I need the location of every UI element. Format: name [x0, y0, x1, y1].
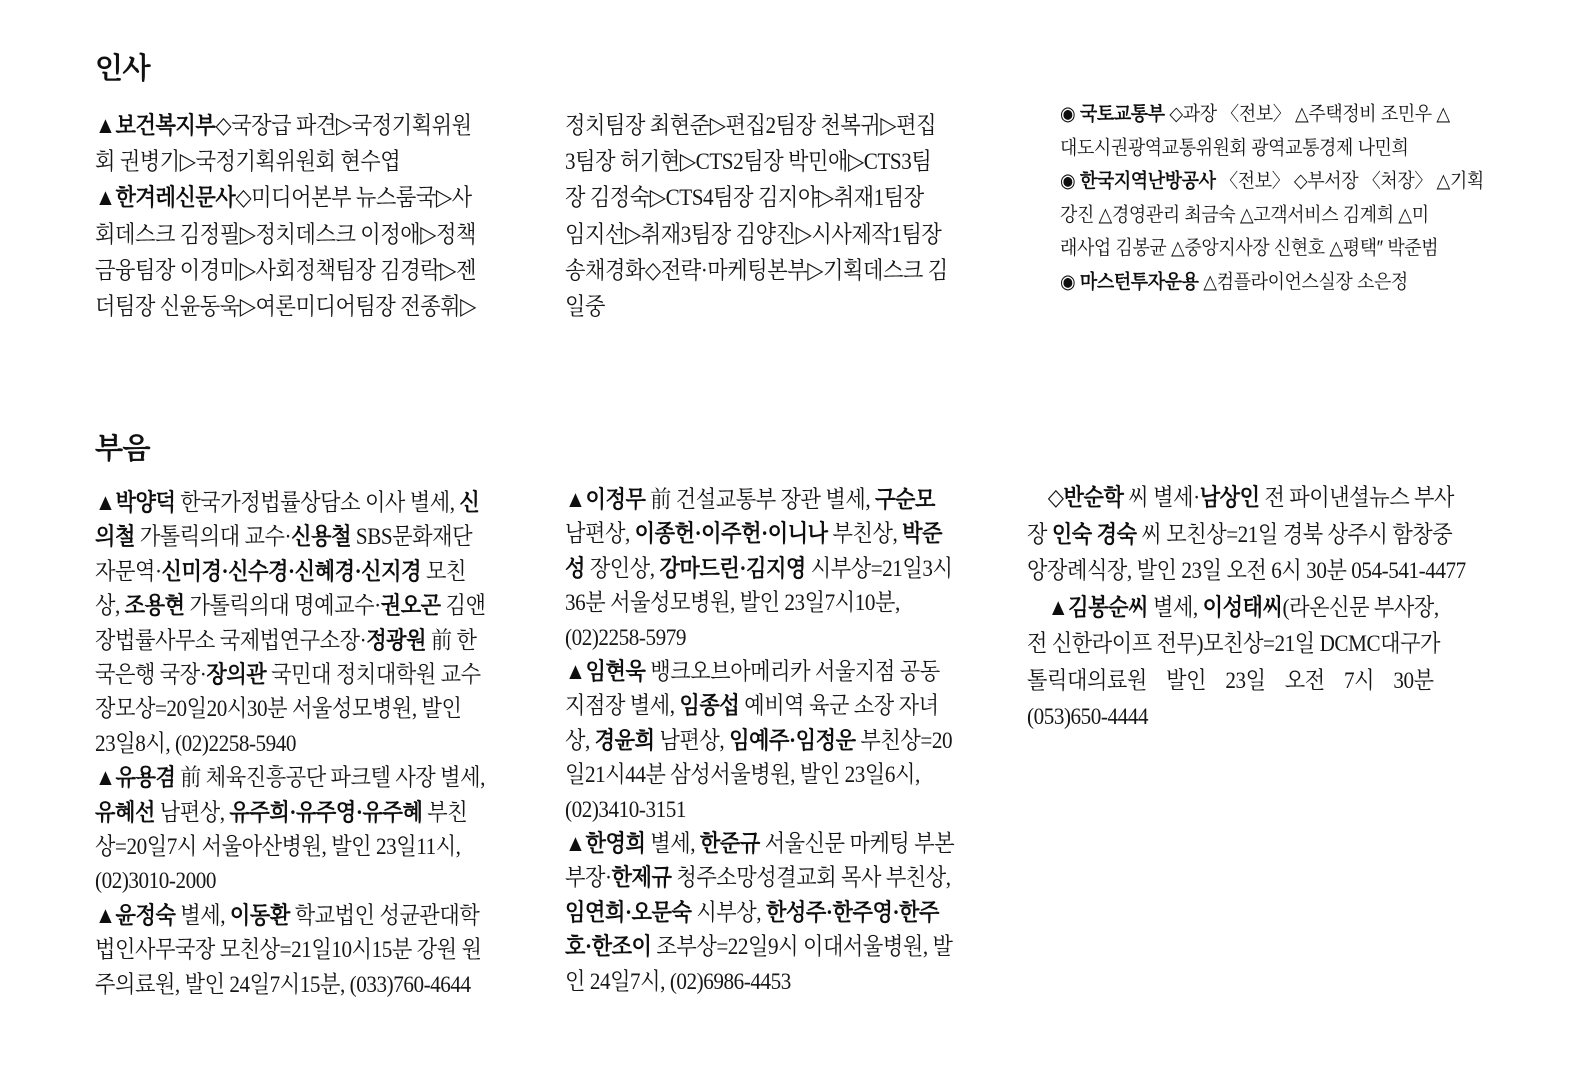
bold-name-text: 경윤희	[594, 727, 655, 754]
body-text: 장	[1027, 521, 1052, 548]
bold-name-text: ◉ 국토교통부	[1060, 103, 1165, 125]
body-text: 남편상,	[154, 799, 230, 826]
body-text: 회 권병기▷국정기획위원회 현수엽	[95, 149, 401, 176]
bold-name-text: 정광원	[366, 627, 427, 654]
body-text: 남편상,	[565, 521, 635, 548]
body-text: 회데스크 김정필▷정치데스크 이정애▷정책	[95, 221, 476, 248]
bold-name-text: 성	[565, 555, 585, 582]
personnel-column-1	[95, 108, 476, 325]
text-line	[565, 827, 954, 861]
bold-name-text: 이종헌·이주헌·이니나	[634, 521, 828, 548]
body-text: ◇미디어본부 뉴스룸국▷사	[235, 185, 472, 212]
text-line	[95, 864, 485, 898]
bold-name-text: 권오곤	[380, 593, 441, 620]
body-text: 서울신문 마케팅 부본	[759, 831, 955, 858]
text-line	[565, 253, 948, 289]
text-line	[1060, 132, 1484, 166]
text-line	[1060, 266, 1484, 300]
body-text: 前 체육진흥공단 파크텔 사장 별세,	[175, 765, 485, 792]
text-line	[1060, 165, 1484, 199]
body-text: 대도시권광역교통위원회 광역교통경제 나민희	[1060, 136, 1409, 159]
body-text: 송채경화◇전략·마케팅본부▷기획데스크 김	[565, 257, 948, 284]
body-text: 상,	[565, 727, 595, 754]
body-text: 김앤	[440, 593, 486, 620]
bold-name-text: 남상인	[1199, 485, 1260, 511]
body-text: 한국가정법률상담소 이사 별세,	[175, 490, 460, 516]
body-text: ◇과장 〈전보〉 △주택정비 조민우 △	[1164, 103, 1450, 125]
text-line	[1060, 232, 1484, 266]
text-line	[565, 289, 948, 325]
text-line	[1027, 590, 1466, 627]
body-text: 가톨릭의대 명예교수·	[184, 593, 381, 620]
text-line	[565, 930, 954, 964]
body-text: ◇	[1047, 485, 1064, 511]
bold-name-text: 강마드린·김지영	[659, 555, 806, 582]
body-text: 남편상,	[654, 727, 730, 754]
bold-name-text: ▲보건복지부	[95, 113, 216, 139]
bold-name-text: ◉ 한국지역난방공사	[1060, 170, 1216, 193]
bold-name-text: ▲유용겸	[95, 765, 176, 792]
text-line	[95, 289, 476, 325]
body-text: 장 김정숙▷CTS4팀장 김지야▷취재1팀장	[565, 185, 924, 212]
text-line	[95, 520, 485, 554]
text-line	[95, 933, 485, 967]
bold-name-text: ▲한영희	[565, 831, 646, 858]
text-line	[565, 517, 954, 551]
body-text: 36분 서울성모병원, 발인 23일7시10분,	[565, 590, 900, 617]
body-text: 인 24일7시, (02)6986-4453	[565, 968, 791, 995]
body-text: 국은행 국장·	[95, 662, 207, 689]
body-text: 앙장례식장, 발인 23일 오전 6시 30분 054-541-4477	[1027, 558, 1466, 584]
obituary-column-3	[1027, 480, 1466, 736]
text-line	[565, 483, 954, 517]
body-text: 3팀장 허기현▷CTS2팀장 박민애▷CTS3팀	[565, 149, 932, 176]
body-text: 일중	[565, 294, 605, 321]
text-line	[95, 830, 485, 864]
body-text: 시부상,	[691, 899, 766, 926]
body-text: 래사업 김봉균 △중앙지사장 신현호 △평택″ 박준범	[1060, 237, 1439, 260]
text-line	[95, 692, 485, 726]
text-line	[565, 793, 954, 827]
bold-name-text: 한성주·한주영·한주	[765, 899, 940, 926]
text-line	[565, 621, 954, 655]
personnel-column-2	[565, 108, 948, 325]
body-text: (02)3410-3151	[565, 796, 687, 823]
text-line	[1027, 480, 1466, 517]
body-text: 별세,	[645, 831, 700, 858]
bold-name-text: 임종섭	[679, 693, 740, 720]
bold-name-text: ▲박양덕	[95, 490, 176, 516]
text-line	[95, 727, 485, 761]
text-line	[95, 555, 485, 589]
text-line	[95, 796, 485, 830]
bold-name-text: 유혜선	[95, 799, 155, 826]
body-text: 금융팀장 이경미▷사회정책팀장 김경락▷젠	[95, 257, 476, 284]
body-text: (02)3010-2000	[95, 868, 217, 895]
bold-name-text: ◉ 마스턴투자운용	[1060, 270, 1199, 293]
body-text: 상=20일7시 서울아산병원, 발인 23일11시,	[95, 834, 461, 861]
text-line	[1027, 553, 1466, 590]
bold-name-text: 반순학	[1063, 485, 1124, 511]
body-text: 모친	[421, 558, 466, 585]
bold-name-text: 구순모	[874, 487, 935, 513]
text-line	[95, 899, 485, 933]
body-text: 임지선▷취재3팀장 김양진▷시사제작1팀장	[565, 221, 942, 248]
text-line	[95, 253, 476, 289]
text-line	[1027, 517, 1466, 554]
body-text: 씨 모친상=21일 경북 상주시 함창중	[1136, 521, 1453, 548]
text-line	[95, 108, 476, 144]
bold-name-text: 한제규	[611, 865, 672, 892]
body-text: 일21시44분 삼성서울병원, 발인 23일6시,	[565, 762, 920, 789]
text-line	[565, 108, 948, 144]
section-heading-obituaries: 부음	[95, 433, 151, 465]
section-heading-personnel: 인사	[95, 53, 151, 85]
body-text: ◇국장급 파견▷국정기획위원	[215, 113, 472, 139]
text-line	[565, 896, 954, 930]
bold-name-text: ▲한겨레신문사	[95, 185, 236, 212]
body-text: (053)650-4444	[1027, 704, 1149, 730]
body-text: 청주소망성결교회 목사 부친상,	[671, 865, 951, 892]
text-line	[95, 486, 485, 520]
obituary-column-1	[95, 486, 485, 1002]
body-text: 더팀장 신윤동욱▷여론미디어팀장 전종휘▷	[95, 294, 476, 321]
text-line	[565, 586, 954, 620]
bold-name-text: 박준	[902, 521, 943, 548]
body-text: 자문역·	[95, 558, 162, 585]
body-text: △컴플라이언스실장 소은정	[1198, 270, 1408, 293]
text-line	[565, 861, 954, 895]
body-text: SBS문화재단	[351, 524, 473, 551]
body-text: 시부상=21일3시	[805, 555, 953, 582]
body-text: 전 파이낸셜뉴스 부사	[1259, 485, 1454, 511]
body-text: 前 건설교통부 장관 별세,	[645, 487, 875, 513]
body-text: 톨릭대의료원 발인 23일 오전 7시 30분	[1027, 667, 1434, 694]
body-text: 조부상=22일9시 이대서울병원, 발	[651, 934, 953, 961]
body-text: 정치팀장 최현준▷편집2팀장 천복귀▷편집	[565, 113, 937, 139]
text-line	[95, 217, 476, 253]
body-text: 별세,	[1148, 594, 1203, 621]
bold-name-text: 임연희·오문숙	[565, 899, 692, 926]
text-line	[565, 217, 948, 253]
text-line	[95, 761, 485, 795]
text-line	[95, 968, 485, 1002]
bold-name-text: 인숙 경숙	[1051, 521, 1137, 548]
text-line	[95, 589, 485, 623]
bold-name-text: 이성태씨	[1202, 594, 1283, 621]
text-line	[95, 658, 485, 692]
bold-name-text: ▲임현욱	[565, 659, 646, 686]
body-text: 학교법인 성균관대학	[289, 902, 480, 929]
bold-name-text: 신	[459, 490, 480, 516]
text-line	[565, 689, 954, 723]
obituary-column-2	[565, 483, 954, 999]
text-line	[1027, 626, 1466, 663]
bold-name-text: 의철	[95, 524, 135, 551]
bold-name-text: ▲김봉순씨	[1047, 594, 1149, 621]
body-text: 상,	[95, 593, 125, 620]
text-line	[1060, 199, 1484, 233]
body-text: 부친상=20	[855, 727, 953, 754]
body-text: 주의료원, 발인 24일7시15분, (033)760-4644	[95, 971, 471, 998]
text-line	[565, 144, 948, 180]
bold-name-text: 호·한조이	[565, 934, 652, 961]
text-line	[565, 180, 948, 216]
body-text: 부친	[422, 799, 468, 826]
bold-name-text: 한준규	[699, 831, 760, 858]
bold-name-text: 장의관	[206, 662, 267, 689]
bold-name-text: ▲이정무	[565, 487, 646, 513]
personnel-column-3	[1060, 98, 1484, 300]
body-text: 강진 △경영관리 최금숙 △고객서비스 김계희 △미	[1060, 203, 1429, 226]
text-line	[1027, 663, 1466, 700]
bold-name-text: 임예주·임정운	[729, 727, 856, 754]
body-text: 부장·	[565, 865, 612, 892]
body-text: 장인상,	[584, 555, 660, 582]
body-text: 〈전보〉 ◇부서장 〈처장〉 △기획	[1215, 170, 1484, 193]
text-line	[95, 624, 485, 658]
bold-name-text: 유주희·유주영·유주혜	[229, 799, 423, 826]
body-text: 예비역 육군 소장 자녀	[739, 693, 939, 720]
body-text: 가톨릭의대 교수·	[134, 524, 292, 551]
text-line	[1060, 98, 1484, 132]
body-text: 장모상=20일20시30분 서울성모병원, 발인	[95, 696, 462, 723]
bold-name-text: 신미경·신수경·신혜경·신지경	[161, 558, 422, 585]
body-text: 前 한	[426, 627, 477, 654]
body-text: 전 신한라이프 전무)모친상=21일 DCMC대구가	[1027, 631, 1441, 657]
text-line	[565, 655, 954, 689]
body-text: (02)2258-5979	[565, 624, 687, 651]
body-text: 장법률사무소 국제법연구소장·	[95, 627, 367, 654]
text-line	[565, 724, 954, 758]
body-text: 지점장 별세,	[565, 693, 680, 720]
body-text: 뱅크오브아메리카 서울지점 공동	[645, 659, 940, 686]
body-text: 국민대 정치대학원 교수	[266, 662, 481, 689]
text-line	[95, 180, 476, 216]
bold-name-text: ▲윤정숙	[95, 902, 176, 929]
text-line	[565, 758, 954, 792]
text-line	[565, 965, 954, 999]
bold-name-text: 조용현	[124, 593, 185, 620]
text-line	[1027, 699, 1466, 736]
text-line	[565, 552, 954, 586]
body-text: (라온신문 부사장,	[1282, 594, 1439, 621]
bold-name-text: 이동환	[229, 902, 290, 929]
body-text: 부친상,	[827, 521, 903, 548]
body-text: 별세,	[175, 902, 230, 929]
text-line	[95, 144, 476, 180]
body-text: 23일8시, (02)2258-5940	[95, 730, 297, 757]
body-text: 씨 별세·	[1123, 485, 1200, 511]
bold-name-text: 신용철	[291, 524, 352, 551]
body-text: 법인사무국장 모친상=21일10시15분 강원 원	[95, 937, 482, 964]
